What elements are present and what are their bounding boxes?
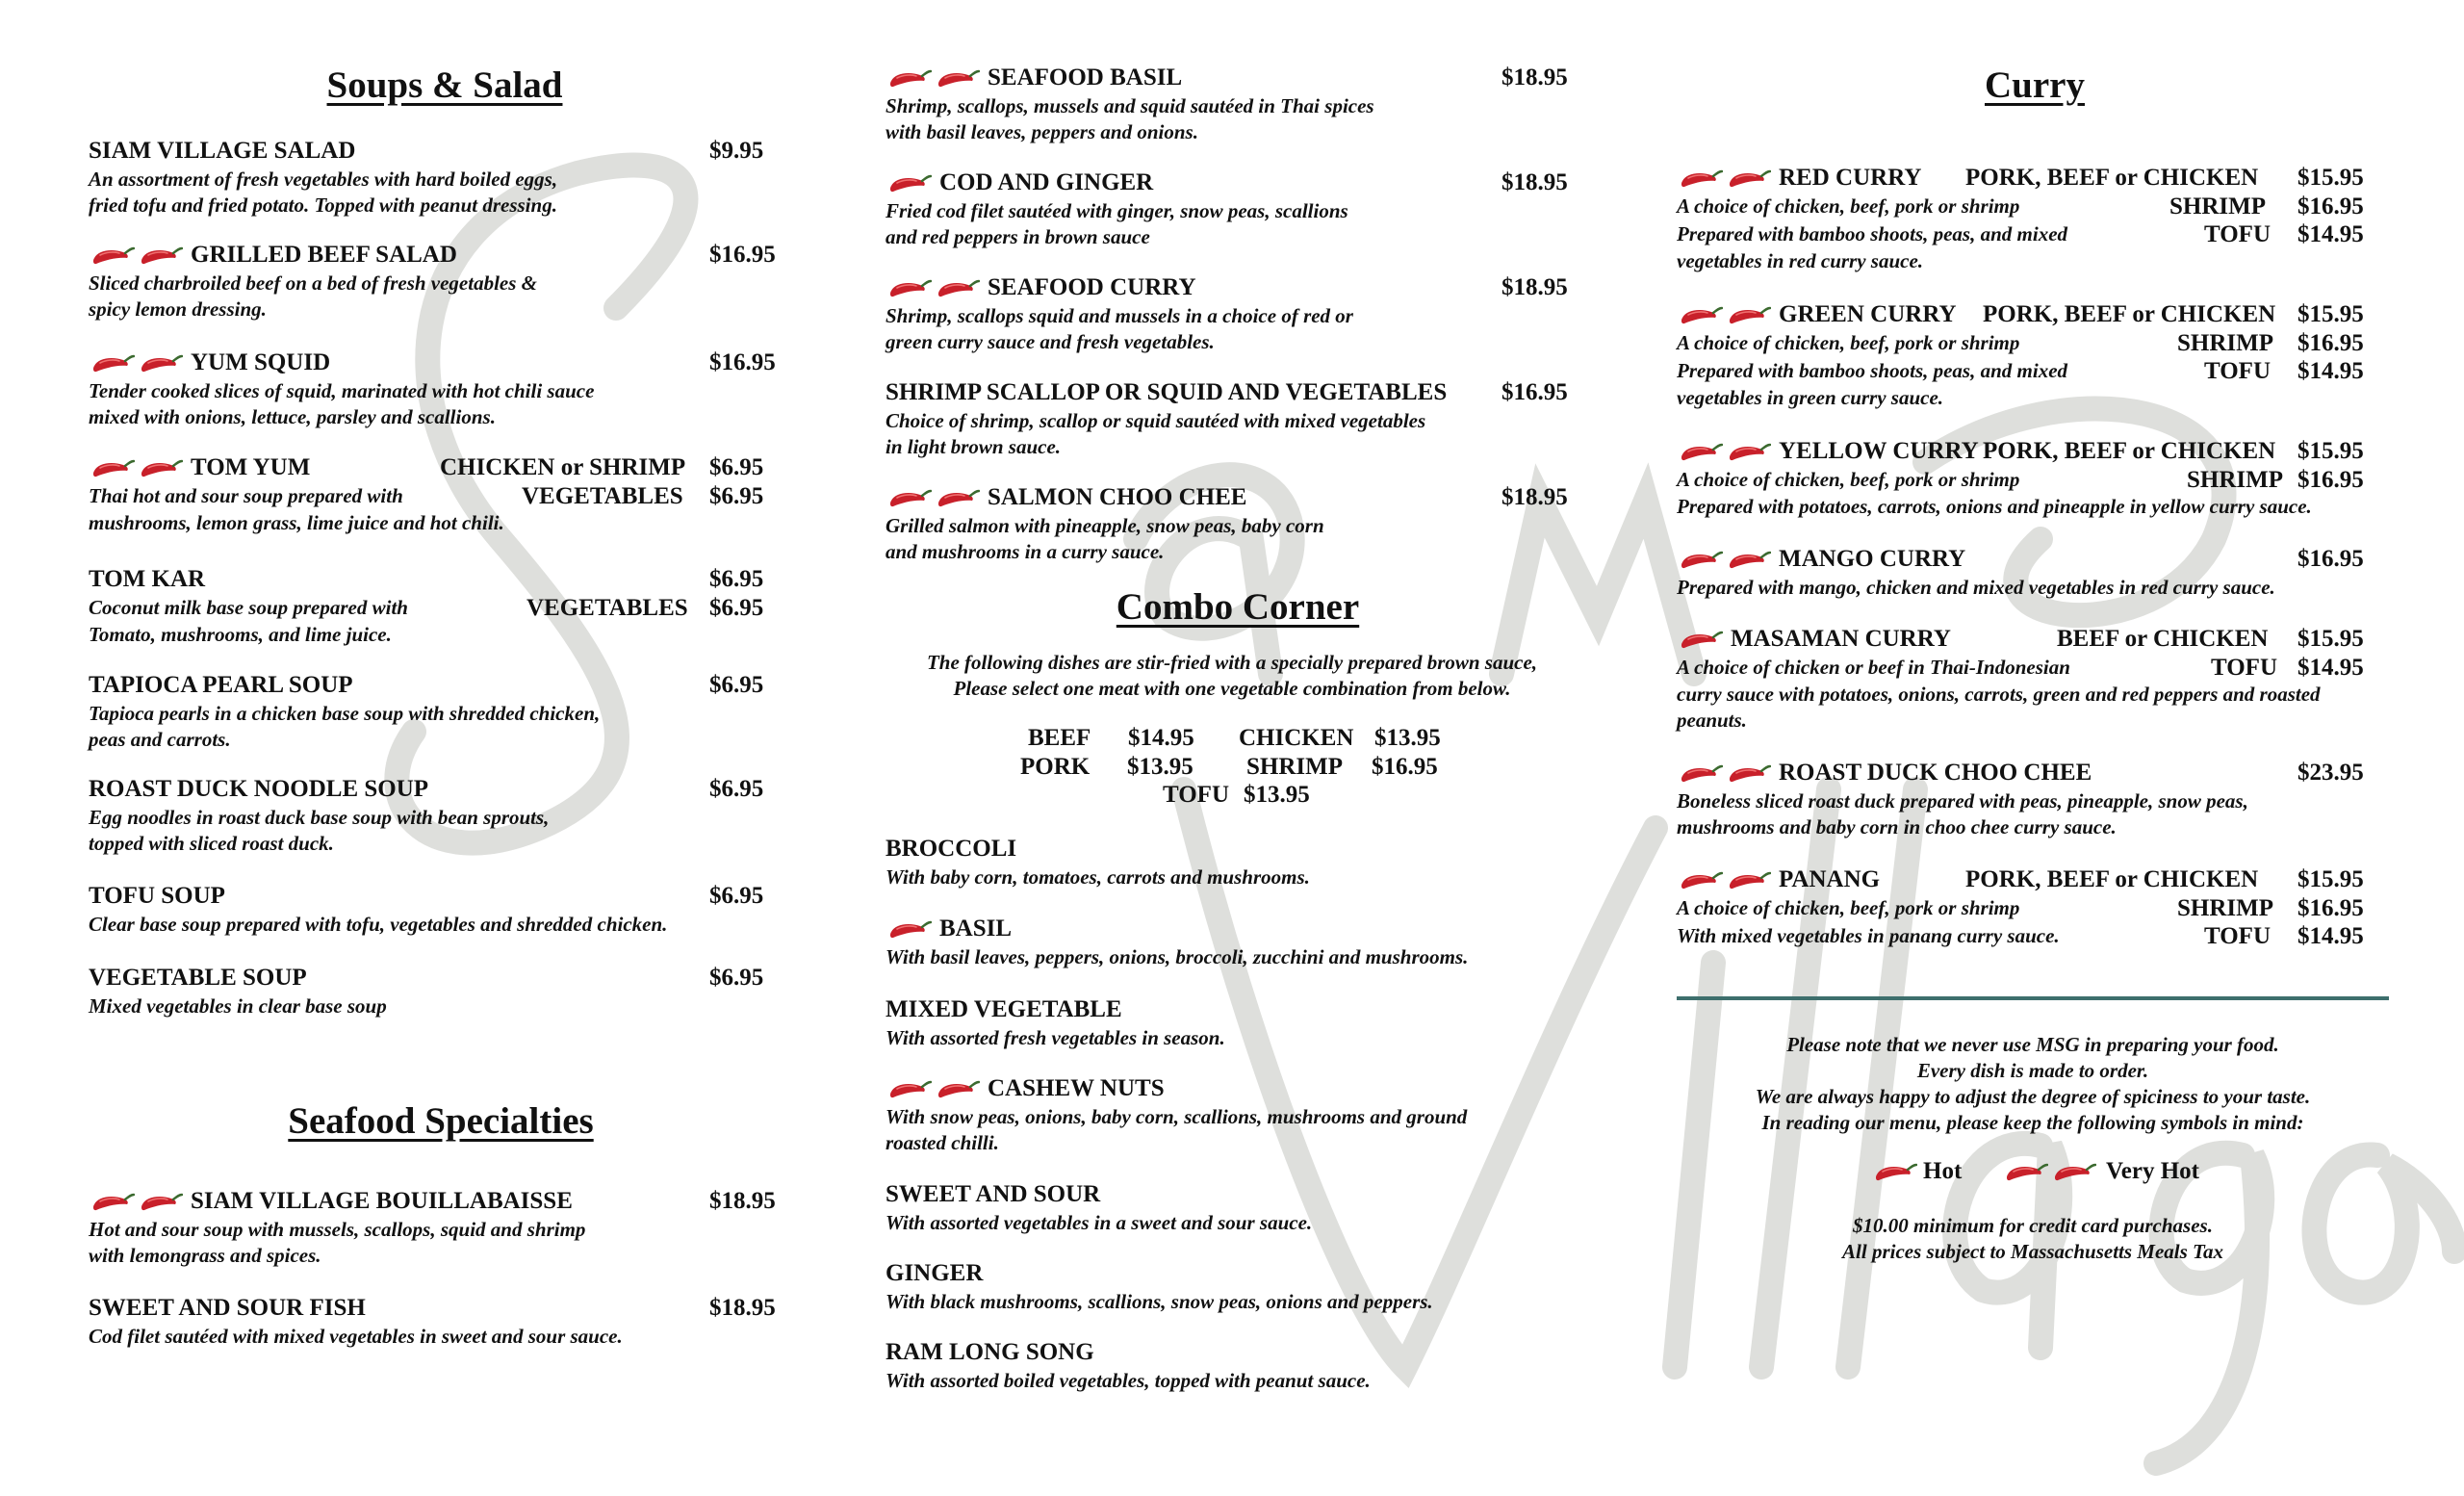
item-price: $6.95 [709, 672, 764, 698]
combo-intro-line: Please select one meat with one vegetable combination from below. [953, 677, 1511, 700]
meat-price: $13.95 [1374, 725, 1441, 751]
item-name: SWEET AND SOUR FISH [89, 1295, 366, 1321]
menu-item [886, 1181, 1578, 1236]
very-hot-icon [89, 352, 183, 374]
item-price: $18.95 [1502, 484, 1568, 510]
item-option: VEGETABLES [522, 483, 683, 509]
item-desc: peas and carrots. [89, 728, 231, 751]
item-price: $6.95 [709, 965, 764, 991]
item-name: COD AND GINGER [939, 169, 1154, 195]
item-desc: spicy lemon dressing. [89, 297, 267, 321]
menu-item [886, 836, 1578, 890]
item-desc: and mushrooms in a curry sauce. [886, 540, 1165, 563]
menu-item [89, 242, 820, 322]
item-desc: An assortment of fresh vegetables with hard boiled eggs, [89, 168, 558, 191]
item-desc: vegetables in green curry sauce. [1677, 386, 1944, 409]
item-desc: A choice of chicken, beef, pork or shrimp [1677, 194, 2020, 218]
item-price: $15.95 [2297, 866, 2364, 892]
meat-name: PORK [1020, 754, 1091, 780]
item-name: VEGETABLE SOUP [89, 965, 307, 991]
note-line: In reading our menu, please keep the following symbols in mind: [1761, 1111, 2304, 1134]
item-desc: Tapioca pearls in a chicken base soup with shredded chicken, [89, 702, 601, 725]
menu-item [886, 274, 1578, 355]
menu-item [89, 566, 820, 648]
item-desc: Prepared with potatoes, carrots, onions and pineapple in yellow curry sauce. [1677, 495, 2312, 518]
item-price: $16.95 [1502, 379, 1568, 405]
very-hot-icon [89, 1191, 183, 1212]
item-desc: with lemongrass and spices. [89, 1244, 321, 1267]
item-desc: Tomato, mushrooms, and lime juice. [89, 623, 392, 646]
menu-item [1677, 546, 2408, 601]
menu-item [1677, 626, 2408, 734]
item-desc: With black mushrooms, scallions, snow peas, onions and peppers. [886, 1290, 1433, 1313]
section-title-curry: Curry [1985, 64, 2085, 106]
item-name: BASIL [939, 916, 1013, 941]
meat-name: TOFU [1163, 782, 1229, 808]
menu-item [89, 349, 820, 430]
note-line: $10.00 minimum for credit card purchases. [1853, 1214, 2213, 1237]
very-hot-icon [1677, 762, 1771, 784]
item-option: CHICKEN or SHRIMP [440, 454, 686, 480]
item-desc: Mixed vegetables in clear base soup [89, 994, 387, 1018]
item-name: GRILLED BEEF SALAD [191, 242, 457, 268]
very-hot-icon [1677, 441, 1771, 462]
item-desc: Grilled salmon with pineapple, snow peas, baby corn [886, 514, 1324, 537]
item-option: PORK, BEEF or CHICKEN [1983, 301, 2276, 327]
item-desc: Tender cooked slices of squid, marinated with hot chili sauce [89, 379, 595, 402]
item-price: $6.95 [709, 483, 764, 509]
item-price: $16.95 [2297, 895, 2364, 921]
section-title-seafood: Seafood Specialties [288, 1100, 594, 1142]
item-price: $16.95 [2297, 467, 2364, 493]
item-desc: peanuts. [1677, 709, 1747, 732]
item-desc: With mixed vegetables in panang curry sauce. [1677, 924, 2060, 947]
very-hot-icon [886, 67, 980, 89]
menu-item [1677, 866, 2408, 950]
very-hot-icon [89, 245, 183, 266]
legend-label: Hot [1923, 1158, 1963, 1184]
item-desc: Choice of shrimp, scallop or squid sautéed with mixed vegetables [886, 409, 1426, 432]
item-option: TOFU [2204, 358, 2271, 384]
item-price: $16.95 [2297, 193, 2364, 219]
item-name: RED CURRY [1779, 165, 1922, 191]
item-desc: With baby corn, tomatoes, carrots and mushrooms. [886, 865, 1310, 889]
item-desc: with basil leaves, peppers and onions. [886, 120, 1198, 143]
item-price: $16.95 [709, 349, 776, 375]
menu-item [89, 883, 820, 938]
item-price: $18.95 [709, 1295, 776, 1321]
item-name: TAPIOCA PEARL SOUP [89, 672, 353, 698]
item-price: $6.95 [709, 776, 764, 802]
notes [1677, 1032, 2389, 1136]
item-desc: With snow peas, onions, baby corn, scallions, mushrooms and ground [886, 1105, 1468, 1128]
item-option: TOFU [2211, 655, 2277, 681]
item-price: $18.95 [1502, 274, 1568, 300]
item-option: BEEF or CHICKEN [2057, 626, 2269, 652]
item-desc: Sliced charbroiled beef on a bed of fresh vegetables & [89, 271, 537, 295]
note-line: All prices subject to Massachusetts Meals Tax [1842, 1240, 2223, 1263]
item-price: $14.95 [2297, 655, 2364, 681]
item-desc: A choice of chicken, beef, pork or shrimp [1677, 468, 2020, 491]
notes-footer [1677, 1213, 2389, 1265]
hot-icon [1677, 629, 1723, 650]
item-price: $6.95 [709, 595, 764, 621]
menu-item [1677, 438, 2408, 520]
item-name: BROCCOLI [886, 836, 1017, 862]
legend-hot [1871, 1158, 1962, 1185]
very-hot-icon [886, 1078, 980, 1099]
item-option: SHRIMP [2177, 330, 2273, 356]
item-name: CASHEW NUTS [988, 1075, 1165, 1101]
item-desc: Prepared with mango, chicken and mixed vegetables in red curry sauce. [1677, 576, 2275, 599]
item-price: $14.95 [2297, 923, 2364, 949]
item-desc: green curry sauce and fresh vegetables. [886, 330, 1215, 353]
item-desc: Prepared with bamboo shoots, peas, and mixed [1677, 222, 2068, 245]
item-desc: in light brown sauce. [886, 435, 1062, 458]
menu-item [1677, 760, 2408, 840]
item-price: $15.95 [2297, 626, 2364, 652]
item-desc: Shrimp, scallops squid and mussels in a choice of red or [886, 304, 1353, 327]
menu-item [886, 916, 1578, 970]
item-price: $14.95 [2297, 358, 2364, 384]
item-option: PORK, BEEF or CHICKEN [1965, 165, 2259, 191]
meat-name: SHRIMP [1246, 754, 1343, 780]
item-desc: Boneless sliced roast duck prepared with peas, pineapple, snow peas, [1677, 789, 2248, 812]
item-desc: Hot and sour soup with mussels, scallops, squid and shrimp [89, 1218, 586, 1241]
hot-icon [886, 918, 932, 940]
item-price: $23.95 [2297, 760, 2364, 786]
item-price: $6.95 [709, 883, 764, 909]
item-option: SHRIMP [2169, 193, 2266, 219]
item-name: GINGER [886, 1260, 984, 1286]
item-name: MASAMAN CURRY [1731, 626, 1951, 652]
meat-price: $16.95 [1372, 754, 1438, 780]
item-desc: A choice of chicken, beef, pork or shrimp [1677, 331, 2020, 354]
menu-item [886, 484, 1578, 565]
item-desc: Fried cod filet sautéed with ginger, snow peas, scallions [886, 199, 1348, 222]
menu-item [89, 1188, 820, 1269]
item-option: SHRIMP [2177, 895, 2273, 921]
menu-item [89, 776, 820, 857]
meat-price: $13.95 [1244, 782, 1310, 808]
item-desc: fried tofu and fried potato. Topped with peanut dressing. [89, 193, 557, 217]
item-price: $15.95 [2297, 165, 2364, 191]
menu-item [89, 454, 820, 536]
very-hot-icon [1677, 549, 1771, 570]
item-name: YUM SQUID [191, 349, 331, 375]
item-price: $16.95 [709, 242, 776, 268]
item-desc: With assorted vegetables in a sweet and sour sauce. [886, 1211, 1313, 1234]
item-price: $16.95 [2297, 330, 2364, 356]
item-name: SEAFOOD BASIL [988, 64, 1183, 90]
very-hot-icon [886, 277, 980, 298]
item-desc: roasted chilli. [886, 1131, 999, 1154]
item-name: SALMON CHOO CHEE [988, 484, 1247, 510]
divider-line [1677, 996, 2389, 1000]
item-desc: A choice of chicken or beef in Thai-Indonesian [1677, 656, 2070, 679]
item-name: RAM LONG SONG [886, 1339, 1094, 1365]
item-price: $15.95 [2297, 438, 2364, 464]
note-line: Every dish is made to order. [1916, 1059, 2149, 1082]
item-desc: With assorted boiled vegetables, topped with peanut sauce. [886, 1369, 1371, 1392]
item-price: $15.95 [2297, 301, 2364, 327]
very-hot-icon [89, 457, 183, 478]
meat-price: $13.95 [1127, 754, 1194, 780]
item-desc: Thai hot and sour soup prepared with [89, 484, 403, 507]
item-desc: A choice of chicken, beef, pork or shrimp [1677, 896, 2020, 919]
item-desc: Egg noodles in roast duck base soup with bean sprouts, [89, 806, 550, 829]
item-name: TOFU SOUP [89, 883, 225, 909]
item-price: $16.95 [2297, 546, 2364, 572]
item-desc: Shrimp, scallops, mussels and squid sautéed in Thai spices [886, 94, 1374, 117]
menu-item [89, 965, 820, 1019]
menu-item [886, 1339, 1578, 1394]
item-name: TOM KAR [89, 566, 206, 592]
item-name: MIXED VEGETABLE [886, 996, 1122, 1022]
item-name: PANANG [1779, 866, 1881, 892]
menu-item [1677, 165, 2408, 274]
item-name: SHRIMP SCALLOP OR SQUID AND VEGETABLES [886, 379, 1448, 405]
item-desc: and red peppers in brown sauce [886, 225, 1150, 248]
menu-item [89, 672, 820, 753]
item-name: SEAFOOD CURRY [988, 274, 1196, 300]
menu-item [886, 1260, 1578, 1315]
item-option: PORK, BEEF or CHICKEN [1965, 866, 2259, 892]
item-price: $6.95 [709, 454, 764, 480]
note-line: Please note that we never use MSG in preparing your food. [1786, 1033, 2279, 1056]
very-hot-icon [886, 487, 980, 508]
item-price: $9.95 [709, 138, 764, 164]
menu-item [886, 379, 1578, 460]
item-desc: Prepared with bamboo shoots, peas, and mixed [1677, 359, 2068, 382]
item-name: ROAST DUCK CHOO CHEE [1779, 760, 2092, 786]
item-desc: vegetables in red curry sauce. [1677, 249, 1924, 272]
item-option: PORK, BEEF or CHICKEN [1983, 438, 2276, 464]
item-name: SIAM VILLAGE BOUILLABAISSE [191, 1188, 573, 1214]
item-name: ROAST DUCK NOODLE SOUP [89, 776, 429, 802]
item-desc: Cod filet sautéed with mixed vegetables in sweet and sour sauce. [89, 1325, 623, 1348]
item-price: $14.95 [2297, 221, 2364, 247]
item-price: $18.95 [1502, 169, 1568, 195]
menu-item [89, 138, 820, 219]
item-name: MANGO CURRY [1779, 546, 1966, 572]
item-option: TOFU [2204, 221, 2271, 247]
menu-item [89, 1295, 820, 1350]
item-desc: Clear base soup prepared with tofu, vegetables and shredded chicken. [89, 913, 668, 936]
very-hot-icon [1677, 168, 1771, 189]
item-name: YELLOW CURRY [1779, 438, 1979, 464]
meat-name: CHICKEN [1239, 725, 1354, 751]
item-name: SIAM VILLAGE SALAD [89, 138, 356, 164]
item-desc: mushrooms, lemon grass, lime juice and hot chili. [89, 511, 504, 534]
item-option: VEGETABLES [526, 595, 688, 621]
meat-price: $14.95 [1128, 725, 1194, 751]
item-price: $6.95 [709, 566, 764, 592]
note-line: We are always happy to adjust the degree of spiciness to your taste. [1755, 1085, 2311, 1108]
menu-item [1677, 301, 2408, 411]
hot-icon [886, 172, 932, 193]
item-desc: curry sauce with potatoes, onions, carrots, green and red peppers and roasted [1677, 683, 2321, 706]
item-name: TOM YUM [191, 454, 311, 480]
legend-very-hot [2002, 1158, 2199, 1185]
item-price: $18.95 [1502, 64, 1568, 90]
item-desc: mixed with onions, lettuce, parsley and scallions. [89, 405, 496, 428]
combo-intro-line: The following dishes are stir-fried with a specially prepared brown sauce, [926, 651, 1538, 674]
meat-name: BEEF [1028, 725, 1091, 751]
menu-item [886, 169, 1578, 250]
item-price: $18.95 [709, 1188, 776, 1214]
legend-label: Very Hot [2106, 1158, 2199, 1184]
hot-icon [1871, 1161, 1917, 1182]
item-desc: mushrooms and baby corn in choo chee curry sauce. [1677, 815, 2117, 838]
combo-intro [886, 650, 1578, 702]
menu-item [886, 1075, 1578, 1156]
item-option: SHRIMP [2187, 467, 2283, 493]
item-desc: topped with sliced roast duck. [89, 832, 334, 855]
item-desc: With basil leaves, peppers, onions, broccoli, zucchini and mushrooms. [886, 945, 1469, 968]
menu-item [886, 64, 1578, 145]
item-desc: With assorted fresh vegetables in season. [886, 1026, 1225, 1049]
very-hot-icon [1677, 869, 1771, 890]
very-hot-icon [1677, 304, 1771, 325]
section-title-combo: Combo Corner [1116, 586, 1360, 628]
very-hot-icon [2002, 1161, 2096, 1182]
menu-item [886, 996, 1578, 1051]
item-name: SWEET AND SOUR [886, 1181, 1101, 1207]
item-name: GREEN CURRY [1779, 301, 1957, 327]
section-title-soups: Soups & Salad [326, 64, 563, 106]
item-option: TOFU [2204, 923, 2271, 949]
item-desc: Coconut milk base soup prepared with [89, 596, 408, 619]
